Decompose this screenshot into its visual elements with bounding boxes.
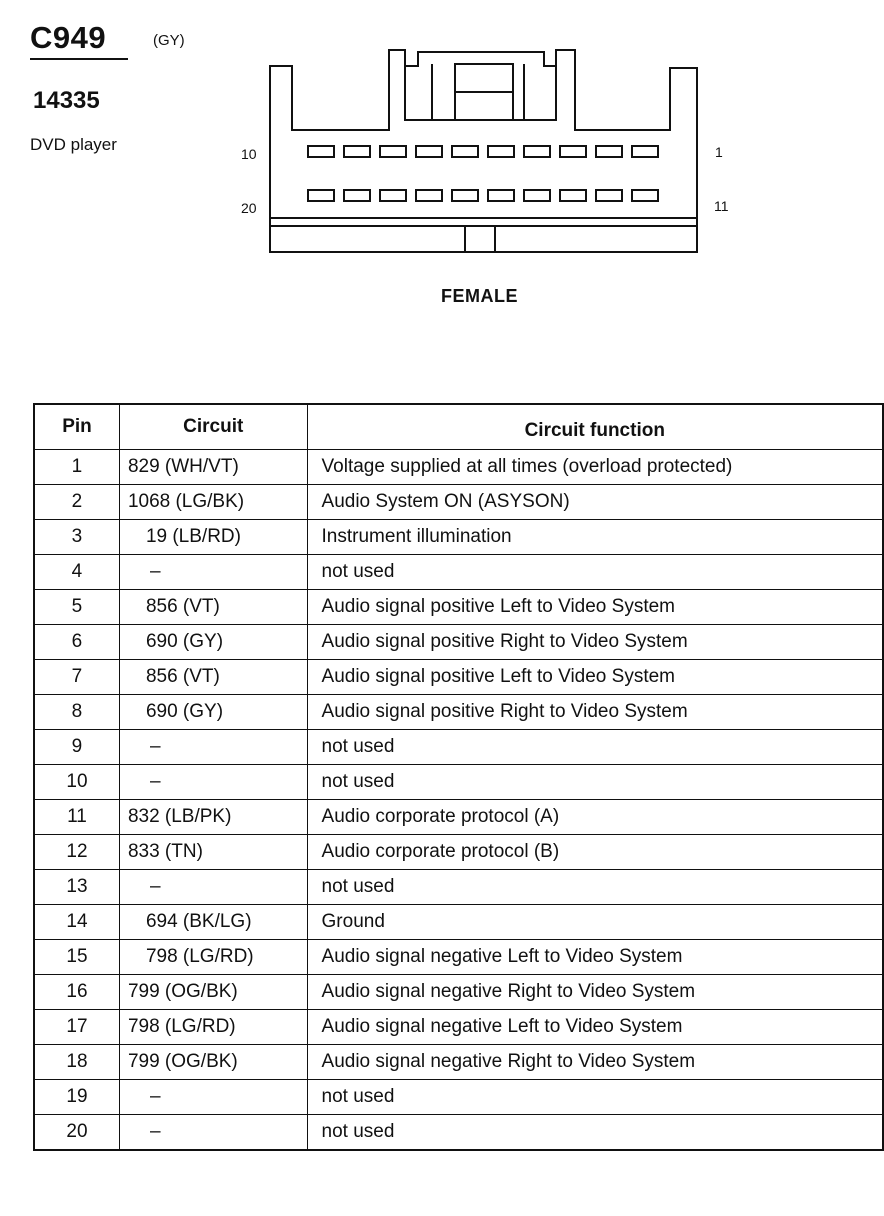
table-row bbox=[34, 1010, 883, 1045]
bottom-row-cavities bbox=[308, 190, 658, 201]
function-cell: Instrument illumination bbox=[307, 520, 883, 555]
pin-cell: 20 bbox=[34, 1115, 119, 1151]
circuit-cell: 829 (WH/VT) bbox=[119, 450, 307, 485]
table-row bbox=[34, 485, 883, 520]
part-number: 14335 bbox=[33, 87, 100, 114]
circuit-cell: 832 (LB/PK) bbox=[119, 800, 307, 835]
header-pin: Pin bbox=[34, 404, 119, 450]
table-row bbox=[34, 1045, 883, 1080]
table-row bbox=[34, 660, 883, 695]
table-header-row bbox=[34, 404, 883, 450]
function-cell: Audio signal positive Left to Video System bbox=[307, 660, 883, 695]
pin-cell: 14 bbox=[34, 905, 119, 940]
table-row bbox=[34, 800, 883, 835]
pin-cell: 4 bbox=[34, 555, 119, 590]
function-cell: Audio signal negative Right to Video System bbox=[307, 1045, 883, 1080]
table-row bbox=[34, 695, 883, 730]
circuit-cell: 833 (TN) bbox=[119, 835, 307, 870]
table-row bbox=[34, 520, 883, 555]
table-row bbox=[34, 450, 883, 485]
table-row bbox=[34, 590, 883, 625]
table-row bbox=[34, 835, 883, 870]
circuit-cell: 690 (GY) bbox=[119, 695, 307, 730]
circuit-cell: 856 (VT) bbox=[119, 660, 307, 695]
header-function: Circuit function bbox=[307, 404, 883, 450]
circuit-cell: 690 (GY) bbox=[119, 625, 307, 660]
pin-cell: 9 bbox=[34, 730, 119, 765]
function-cell: not used bbox=[307, 1080, 883, 1115]
function-cell: Audio corporate protocol (A) bbox=[307, 800, 883, 835]
function-cell: not used bbox=[307, 870, 883, 905]
circuit-cell: 19 (LB/RD) bbox=[119, 520, 307, 555]
table-row bbox=[34, 625, 883, 660]
connector-face-diagram bbox=[262, 40, 707, 255]
circuit-cell: – bbox=[119, 1115, 307, 1151]
pin-cell: 5 bbox=[34, 590, 119, 625]
circuit-cell: 856 (VT) bbox=[119, 590, 307, 625]
pin-cell: 6 bbox=[34, 625, 119, 660]
function-cell: Ground bbox=[307, 905, 883, 940]
pin-cell: 1 bbox=[34, 450, 119, 485]
function-cell: Audio corporate protocol (B) bbox=[307, 835, 883, 870]
function-cell: Audio System ON (ASYSON) bbox=[307, 485, 883, 520]
connector-gender-label: FEMALE bbox=[441, 286, 518, 306]
circuit-cell: 694 (BK/LG) bbox=[119, 905, 307, 940]
pin-label-20: 20 bbox=[241, 200, 257, 216]
component-name: DVD player bbox=[30, 135, 117, 154]
pin-label-1: 1 bbox=[715, 144, 723, 160]
pin-cell: 17 bbox=[34, 1010, 119, 1045]
pin-label-10: 10 bbox=[241, 146, 257, 162]
function-cell: not used bbox=[307, 555, 883, 590]
pin-cell: 10 bbox=[34, 765, 119, 800]
table-row bbox=[34, 870, 883, 905]
table-row bbox=[34, 1080, 883, 1115]
function-cell: Audio signal positive Right to Video System bbox=[307, 695, 883, 730]
circuit-cell: 798 (LG/RD) bbox=[119, 1010, 307, 1045]
table-row bbox=[34, 765, 883, 800]
circuit-cell: 799 (OG/BK) bbox=[119, 1045, 307, 1080]
function-cell: not used bbox=[307, 765, 883, 800]
circuit-cell: 1068 (LG/BK) bbox=[119, 485, 307, 520]
function-cell: Audio signal negative Left to Video System bbox=[307, 940, 883, 975]
connector-color: (GY) bbox=[153, 32, 185, 49]
pin-cell: 11 bbox=[34, 800, 119, 835]
pin-label-11: 11 bbox=[714, 198, 729, 214]
circuit-cell: – bbox=[119, 730, 307, 765]
circuit-cell: – bbox=[119, 1080, 307, 1115]
function-cell: not used bbox=[307, 1115, 883, 1151]
circuit-cell: – bbox=[119, 555, 307, 590]
top-row-cavities bbox=[308, 146, 658, 157]
function-cell: Audio signal negative Left to Video System bbox=[307, 1010, 883, 1045]
pin-cell: 3 bbox=[34, 520, 119, 555]
pin-cell: 8 bbox=[34, 695, 119, 730]
pin-cell: 2 bbox=[34, 485, 119, 520]
connector-id: C949 bbox=[30, 20, 128, 60]
function-cell: not used bbox=[307, 730, 883, 765]
circuit-cell: 798 (LG/RD) bbox=[119, 940, 307, 975]
circuit-cell: 799 (OG/BK) bbox=[119, 975, 307, 1010]
table-row bbox=[34, 730, 883, 765]
pin-cell: 18 bbox=[34, 1045, 119, 1080]
pin-cell: 19 bbox=[34, 1080, 119, 1115]
table-row bbox=[34, 975, 883, 1010]
table-row bbox=[34, 555, 883, 590]
header-circuit: Circuit bbox=[119, 404, 307, 450]
pin-cell: 16 bbox=[34, 975, 119, 1010]
circuit-cell: – bbox=[119, 870, 307, 905]
pin-cell: 12 bbox=[34, 835, 119, 870]
circuit-cell: – bbox=[119, 765, 307, 800]
table-row bbox=[34, 940, 883, 975]
function-cell: Voltage supplied at all times (overload protected) bbox=[307, 450, 883, 485]
function-cell: Audio signal negative Right to Video System bbox=[307, 975, 883, 1010]
table-row bbox=[34, 905, 883, 940]
table-row bbox=[34, 1115, 883, 1151]
pinout-table bbox=[33, 403, 884, 1151]
pin-cell: 7 bbox=[34, 660, 119, 695]
function-cell: Audio signal positive Left to Video System bbox=[307, 590, 883, 625]
pin-cell: 15 bbox=[34, 940, 119, 975]
pin-cell: 13 bbox=[34, 870, 119, 905]
function-cell: Audio signal positive Right to Video System bbox=[307, 625, 883, 660]
